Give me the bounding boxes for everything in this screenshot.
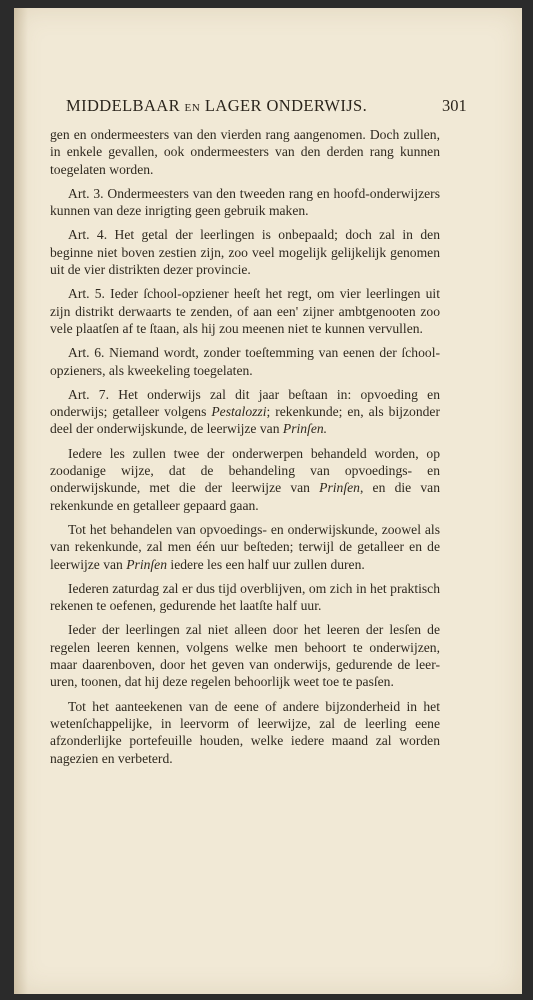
paragraph-text: Art. 3. Ondermeesters van den tweeden rang en hoofd-onderwijzers kunnen van deze inrigting geen gebruik maken. [50, 185, 440, 219]
paragraph [50, 580, 440, 615]
paragraph-text: Art. 5. Ieder ſchool-opziener heeſt het regt, om vier leerlingen uit zijn distrikt derwaarts te zenden, of aan een' zijner ambtgenooten zoo vele plaatſen af te ſtaan, als hij zou meenen niet te kunnen vervullen. [50, 286, 440, 336]
paragraph-text: Art. 4. Het getal der leerlingen is onbepaald; doch zal in den beginne niet boven zestien zijn, zoo veel mogelijk gelijkelijk genomen uit de vier distrikten dezer provincie. [50, 227, 440, 278]
paragraph-text: Iederen zaturdag zal er dus tijd overblijven, om zich in het praktisch rekenen te oefenen, gedurende het laatſte half uur. [50, 580, 440, 614]
running-head-conjunction: EN [184, 102, 201, 114]
paragraph [50, 521, 440, 573]
running-head [66, 96, 436, 116]
italic-name: Pestalozzi [211, 404, 267, 420]
paragraph-text: ; rekenkunde; en, als bijzonder deel der onderwijskunde, de leerwijze van [50, 404, 440, 437]
paragraph-text: gen en ondermeesters van den vierden rang aangenomen. Doch zullen, in enkele gevallen, ook ondermeesters van den derden rang kunnen toegelaten worden. [50, 127, 440, 177]
italic-name: Prinſen [126, 556, 168, 572]
paragraph-text: Tot het behandelen van opvoedings- en onderwijskunde, zoowel als van rekenkunde, zal men één uur beſteden; terwijl de getalleer en de leerwijze van [50, 521, 440, 572]
paragraph [50, 285, 440, 337]
running-head-part1: MIDDELBAAR [66, 96, 185, 115]
paragraph-text: Art. 6. Niemand wordt, zonder toeſtemming van eenen der ſchool-opzieners, als kweekeling toegelaten. [50, 345, 440, 378]
paragraph [50, 621, 440, 690]
paragraph-text: Tot het aanteekenen van de eene of andere bijzonderheid in het wetenſchappelijke, in leervorm of leerwijze, zal de leerling eene afzonderlijke portefeuille houden, welke iedere maand zal worden nagezien en verbeterd. [50, 698, 440, 766]
running-head-part2: LAGER ONDERWIJS. [200, 96, 368, 115]
italic-name: Prinſen. [282, 421, 328, 437]
paragraph-text: Iedere les zullen twee der onderwerpen behandeld worden, op zoodanige wijze, dat de behandeling van opvoedings- en onderwijskunde, met die der leerwijze van [50, 445, 440, 496]
paragraph [50, 386, 440, 438]
spine-shadow [14, 8, 28, 994]
paragraph-text: Ieder der leerlingen zal niet alleen door het leeren der lesſen de regelen leeren kennen, volgens welke men behoort te onderwijzen, maar daarenboven, door het geven van onderwijs, gedurende de leer-uren, toonen, dat hij deze regelen behoorlijk weet toe te pasſen. [50, 622, 440, 690]
paragraph [50, 126, 440, 178]
body-text [50, 126, 440, 774]
paragraph [50, 445, 440, 514]
paragraph-text: , en die van rekenkunde en getalleer gepaard gaan. [50, 480, 440, 513]
book-page [14, 8, 522, 994]
paragraph-text: iedere les een half uur zullen duren. [167, 556, 365, 572]
italic-name: Prinſen [319, 480, 360, 496]
paragraph-text: Art. 7. Het onderwijs zal dit jaar beſtaan in: opvoeding en onderwijs; getalleer volgens [50, 386, 440, 420]
paragraph [50, 226, 440, 278]
paragraph [50, 185, 440, 220]
paragraph [50, 698, 440, 767]
paragraph [50, 344, 440, 379]
page-number: 301 [442, 96, 467, 115]
